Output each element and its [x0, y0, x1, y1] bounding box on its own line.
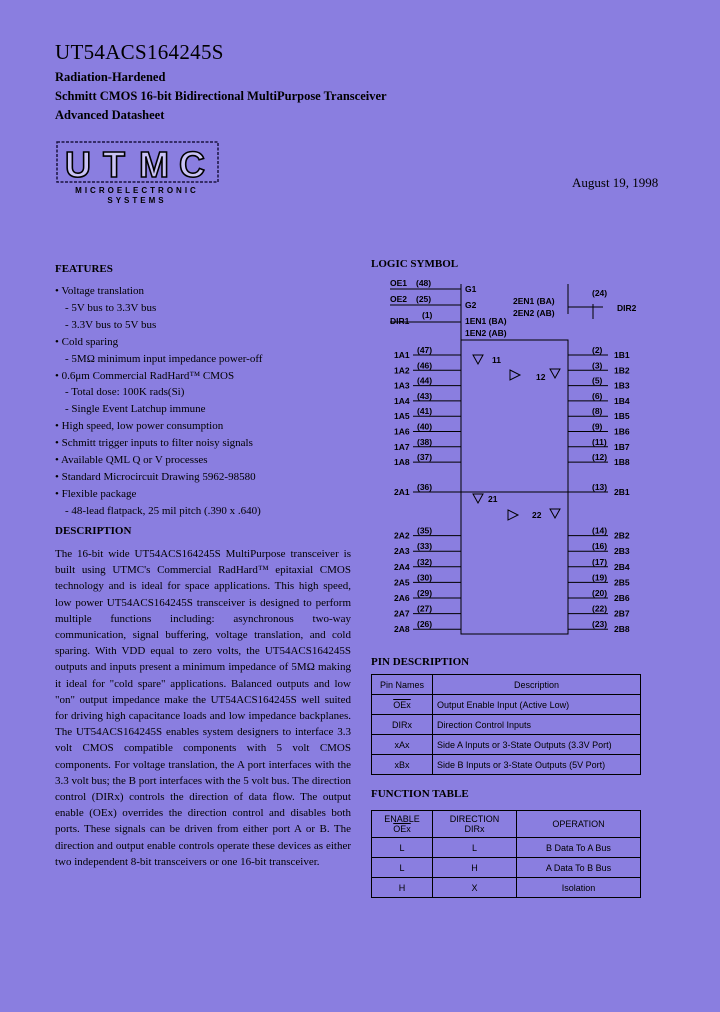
b-port-pin-number: (12): [592, 452, 608, 463]
b-port-pin-number: (9): [592, 421, 603, 432]
subtitle-line-3: Advanced Datasheet: [55, 108, 165, 122]
b-port-name: 1B3: [614, 380, 630, 391]
logic-symbol-diagram: [368, 274, 658, 642]
feature-item: • Schmitt trigger inputs to filter noisy signals: [55, 437, 253, 450]
logic-symbol-heading: LOGIC SYMBOL: [371, 258, 459, 270]
dir2-label: DIR2: [617, 303, 637, 313]
table-row: [372, 695, 641, 715]
table-cell: A Data To B Bus: [517, 858, 641, 878]
buffer-12-label: 12: [536, 372, 546, 382]
a-port-pin-number: (29): [417, 588, 433, 598]
description-heading: DESCRIPTION: [55, 525, 132, 537]
table-cell: Direction Control Inputs: [433, 715, 641, 735]
table-cell: Side A Inputs or 3-State Outputs (3.3V Port): [433, 735, 641, 755]
pin-description-heading: PIN DESCRIPTION: [371, 656, 470, 668]
table-row: [372, 715, 641, 735]
b-port-pin-number: (14): [592, 525, 608, 536]
a-port-pin-number: (46): [417, 360, 433, 371]
b-port-name: 2B7: [614, 608, 630, 619]
b-port-name: 2B8: [614, 624, 630, 635]
a-port-name: 1A5: [394, 411, 410, 422]
dir1-label: DIR1: [390, 316, 410, 326]
feature-item: • High speed, low power consumption: [55, 420, 224, 433]
b-port-name: 1B7: [614, 441, 630, 452]
buffer-22-label: 22: [532, 510, 542, 520]
table-cell: H: [433, 858, 517, 878]
g1-label: G1: [465, 284, 477, 294]
a-port-pin-number: (30): [417, 572, 433, 583]
table-row: [372, 735, 641, 755]
buffer-21-label: 21: [488, 494, 498, 504]
a-port-name: 2A1: [394, 487, 410, 497]
feature-subitem: - 48-lead flatpack, 25 mil pitch (.390 x .640): [65, 504, 261, 517]
a-port-name: 1A2: [394, 365, 410, 376]
description-text: The 16-bit wide UT54ACS164245S MultiPurpose transceiver is built using UTMC's Commercial RadHard™ epitaxial CMOS technology and is ideal for space applications. This high speed, low power UT54ACS164245S transceiver is designed to perform multiple functions including: asynchronous two-way communication, signal buffering, voltage translation, and cold sparing. With VDD equal to zero volts, the UT54ACS164245S outputs and inputs present a minimum impedance of 5MΩ making it ideal for "cold spare" applications. Balanced outputs and low "on" output impedance make the UT54ACS164245S well suited for driving high capacitance loads and low impedance backplanes. The UT54ACS164245S enables system designers to interface 3.3 volt CMOS compatible components with 5 volt CMOS components. For voltage translation, the A port interfaces with the 3.3 volt bus; the B port interfaces with the 5 volt bus. The direction control (DIRx) controls the direction of data flow. The output enable (OEx) overrides the direction control and disables both ports. These signals can be driven from either port A or B. The direction and output enable controls operate these devices as either two independent 8-bit transceivers or one 16-bit transceiver.: [55, 548, 351, 868]
function-table-heading: FUNCTION TABLE: [371, 788, 469, 800]
features-list: [55, 283, 355, 520]
en1-label: 1EN1 (BA): [465, 316, 507, 326]
table-row: [372, 878, 641, 898]
a-port-name: 2A4: [394, 561, 410, 572]
b-port-pin-number: (20): [592, 588, 608, 598]
a-port-name: 2A2: [394, 530, 410, 541]
table-cell: $\overline{OEx}$: [372, 695, 433, 715]
oe2-pin: (25): [416, 294, 432, 304]
a-port-name: 1A6: [394, 426, 410, 437]
b-port-pin-number: (2): [592, 345, 603, 355]
logo-tagline-1: MICROELECTRONIC: [75, 186, 199, 195]
a-port-name: 1A1: [394, 350, 410, 360]
table-cell: DIRx: [372, 715, 433, 735]
table-row: [372, 755, 641, 775]
a-port-pin-number: (27): [417, 603, 433, 614]
oe1-pin: (48): [416, 278, 432, 288]
a-port-name: 1A8: [394, 457, 410, 468]
table-cell: Output Enable Input (Active Low): [433, 695, 641, 715]
g2-label: G2: [465, 300, 477, 310]
document-title: UT54ACS164245S: [55, 40, 224, 64]
en3-label: 2EN1 (BA): [513, 296, 555, 306]
logo-letter-c: C: [179, 144, 205, 185]
feature-subitem: - Single Event Latchup immune: [65, 403, 206, 416]
table-header: Pin Names: [372, 675, 433, 695]
en2-label: 1EN2 (AB): [465, 328, 507, 338]
feature-subitem: - 5MΩ minimum input impedance power-off: [65, 352, 263, 365]
table-cell: H: [372, 878, 433, 898]
feature-item: • Voltage translation: [55, 285, 144, 297]
b-port-name: 1B4: [614, 395, 630, 406]
feature-item: • Standard Microcircuit Drawing 5962-98580: [55, 470, 256, 483]
a-port-pin-number: (32): [417, 556, 433, 567]
a-port-pin-number: (44): [417, 375, 433, 386]
table-cell: L: [372, 858, 433, 878]
b-port-name: 1B2: [614, 365, 630, 376]
a-port-pin-number: (26): [417, 619, 433, 630]
b-port-name: 2B1: [614, 487, 630, 497]
b-port-pin-number: (17): [592, 556, 608, 567]
a-port-name: 2A8: [394, 624, 410, 635]
a-port-pin-number: (40): [417, 421, 433, 432]
table-cell: Isolation: [517, 878, 641, 898]
table-row: [372, 858, 641, 878]
oe2-label: OE2: [390, 294, 408, 304]
table-row: [372, 838, 641, 858]
feature-item: • Flexible package: [55, 487, 137, 500]
feature-subitem: - Total dose: 100K rads(Si): [65, 386, 185, 399]
b-port-name: 1B8: [614, 457, 630, 468]
a-port-pin-number: (37): [417, 452, 433, 463]
a-port-pin-number: (47): [417, 345, 433, 355]
feature-item: • 0.6μm Commercial RadHard™ CMOS: [55, 369, 235, 382]
table-header: Description: [433, 675, 641, 695]
utmc-logo: [55, 140, 220, 206]
a-port-name: 2A3: [394, 546, 410, 557]
a-port-name: 2A6: [394, 593, 410, 603]
feature-subitem: - 5V bus to 3.3V bus: [65, 301, 157, 314]
b-port-name: 2B6: [614, 593, 630, 603]
document-date: August 19, 1998: [572, 175, 659, 190]
a-port-pin-number: (35): [417, 525, 433, 536]
subtitle-line-1: Radiation-Hardened: [55, 70, 166, 84]
b-port-pin-number: (16): [592, 541, 608, 552]
table-cell: L: [372, 838, 433, 858]
logo-letter-m: M: [139, 144, 169, 185]
subtitle-line-2: Schmitt CMOS 16-bit Bidirectional MultiPurpose Transceiver: [55, 89, 387, 103]
b-port-name: 1B1: [614, 350, 630, 360]
b-port-name: 2B5: [614, 577, 630, 588]
table-header: ENABLE $\overline{OEx}$: [372, 811, 433, 838]
buffer-11-label: 11: [492, 355, 501, 365]
pin-description-table: [371, 674, 641, 775]
b-port-pin-number: (3): [592, 360, 603, 371]
b-port-pin-number: (19): [592, 572, 608, 583]
table-cell: xAx: [372, 735, 433, 755]
logo-letter-t: T: [103, 144, 125, 185]
b-port-name: 1B5: [614, 411, 630, 422]
table-cell: xBx: [372, 755, 433, 775]
b-port-pin-number: (6): [592, 390, 603, 401]
function-table: [371, 810, 641, 898]
a-port-name: 1A4: [394, 395, 410, 406]
en4-label: 2EN2 (AB): [513, 308, 555, 318]
a-port-name: 2A5: [394, 577, 410, 588]
b-port-pin-number: (23): [592, 619, 608, 630]
a-port-name: 1A7: [394, 441, 410, 452]
b-port-pin-number: (5): [592, 375, 603, 386]
oe1-label: OE1: [390, 278, 408, 288]
table-header: DIRECTION DIRx: [433, 811, 517, 838]
table-header-row: [372, 811, 641, 838]
b-port-name: 2B2: [614, 530, 630, 541]
logo-letter-u: U: [65, 144, 91, 185]
b-port-name: 2B4: [614, 561, 630, 572]
feature-subitem: - 3.3V bus to 5V bus: [65, 318, 157, 331]
a-port-pin-number: (33): [417, 541, 433, 552]
dir2-pin: (24): [592, 288, 608, 298]
features-heading: FEATURES: [55, 263, 113, 275]
table-cell: L: [433, 838, 517, 858]
feature-item: • Available QML Q or V processes: [55, 454, 208, 467]
b-port-name: 1B6: [614, 426, 630, 437]
a-port-pin-number: (38): [417, 436, 433, 447]
logo-tagline-2: SYSTEMS: [107, 196, 167, 205]
b-port-pin-number: (11): [592, 436, 607, 447]
dir1-pin: (1): [422, 310, 433, 320]
table-cell: X: [433, 878, 517, 898]
a-port-pin-number: (43): [417, 390, 433, 401]
table-header-row: [372, 675, 641, 695]
table-cell: Side B Inputs or 3-State Outputs (5V Port): [433, 755, 641, 775]
a-port-pin-number: (36): [417, 482, 433, 492]
a-port-name: 2A7: [394, 608, 410, 619]
b-port-pin-number: (8): [592, 406, 603, 417]
table-cell: B Data To A Bus: [517, 838, 641, 858]
a-port-name: 1A3: [394, 380, 410, 391]
b-port-pin-number: (22): [592, 603, 608, 614]
feature-item: • Cold sparing: [55, 335, 119, 348]
b-port-pin-number: (13): [592, 482, 608, 492]
table-header: OPERATION: [517, 811, 641, 838]
a-port-pin-number: (41): [417, 406, 433, 417]
b-port-name: 2B3: [614, 546, 630, 557]
